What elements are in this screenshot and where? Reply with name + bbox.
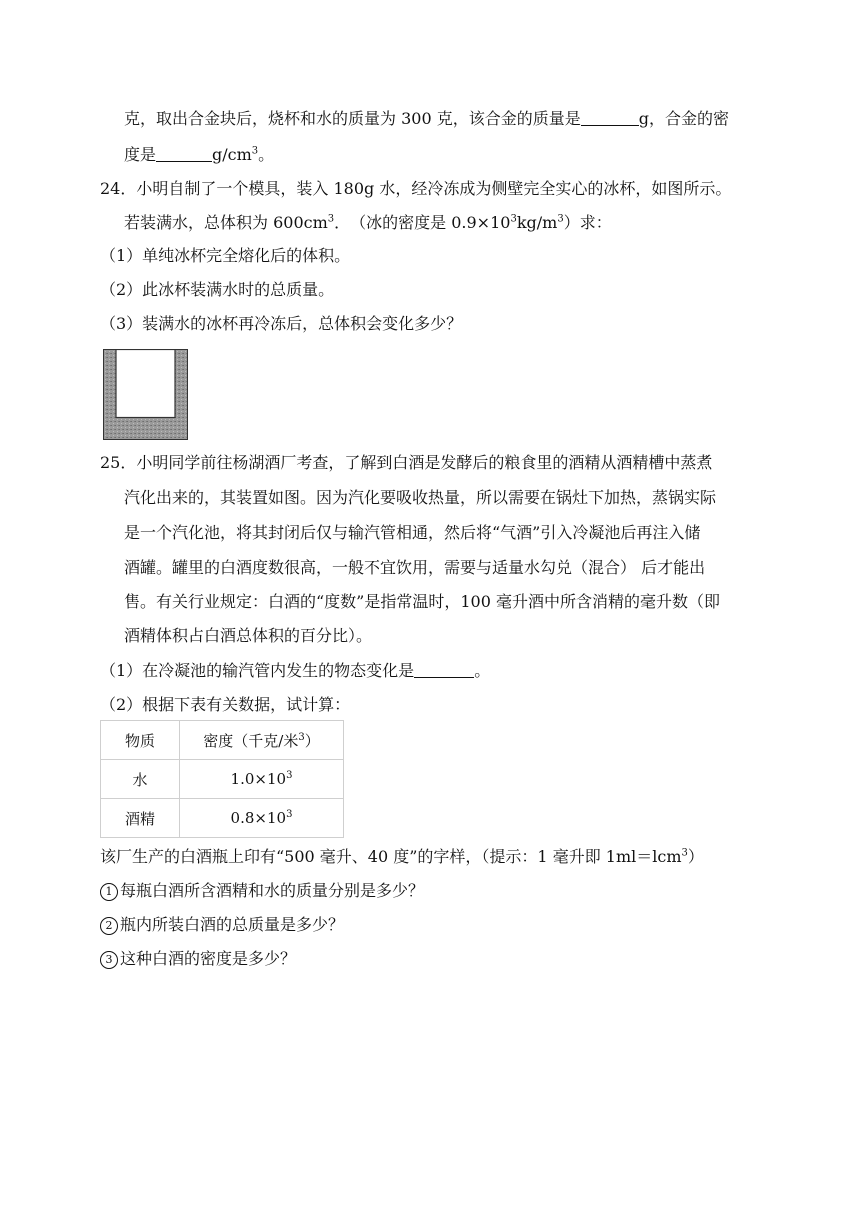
q23-line-2 xyxy=(124,143,274,167)
ice-cup-figure xyxy=(103,349,188,440)
superscript: 3 xyxy=(286,809,293,820)
q25-line-6: 酒精体积占白酒总体积的百分比）。 xyxy=(124,626,373,645)
q25-line-5: 售。有关行业规定：白酒的“度数”是指常温时，100 毫升酒中所含消精的毫升数（即 xyxy=(124,592,720,611)
answer-blank-state-change[interactable] xyxy=(414,661,474,678)
q24-sub-1: （1）单纯冰杯完全熔化后的体积。 xyxy=(100,246,351,265)
q23-line-1 xyxy=(124,107,729,131)
q25-text: （1）在冷凝池的输汽管内发生的物态变化是 xyxy=(100,661,415,680)
q24-text: 小明自制了一个模具，装入 180g 水，经冷冻成为侧壁完全实心的冰杯，如图所示。 xyxy=(136,179,732,198)
question-number: 24． xyxy=(100,179,137,198)
q25-line-4: 酒罐。罐里的白酒度数很高，一般不宜饮用，需要与适量水勾兑（混合） 后才能出 xyxy=(124,558,706,577)
superscript: 3 xyxy=(510,213,517,225)
q24-sub-3: （3）装满水的冰杯再冷冻后，总体积会变化多少？ xyxy=(100,314,463,333)
q24-text: ． （冰的密度是 0.9×10 xyxy=(334,213,511,232)
answer-blank-density[interactable] xyxy=(156,145,212,162)
density-value: 1.0×10 xyxy=(230,770,287,788)
q24-text: ）求： xyxy=(563,213,612,232)
q24-unit: kg/m xyxy=(516,213,558,232)
circled-number-3: 3 xyxy=(100,951,118,969)
table-header-row xyxy=(101,721,344,760)
table-header-cell xyxy=(180,721,344,760)
circled-number-1: 1 xyxy=(100,883,118,901)
density-value: 0.8×10 xyxy=(230,809,287,827)
superscript: 3 xyxy=(557,213,564,225)
q25-sub-1 xyxy=(100,659,490,683)
q25-item-2 xyxy=(100,913,344,937)
header-text: ） xyxy=(304,731,320,750)
q25-item-text: 每瓶白酒所含酒精和水的质量分别是多少？ xyxy=(120,881,425,900)
q25-text: ） xyxy=(687,847,704,866)
superscript: 3 xyxy=(298,731,305,743)
table-row xyxy=(101,760,344,799)
question-number: 25． xyxy=(100,453,137,472)
q25-text: 该厂生产的白酒瓶上印有“500 毫升、40 度”的字样，（提示：1 毫升即 1ml＝lcm xyxy=(100,847,682,866)
q23-text: 克，取出合金块后，烧杯和水的质量为 300 克，该合金的质量是 xyxy=(124,109,581,128)
q25-sub-2: （2）根据下表有关数据，试计算： xyxy=(100,695,351,714)
header-text: 密度（千克/米 xyxy=(203,731,299,750)
q25-line-1 xyxy=(100,451,712,475)
q25-item-text: 这种白酒的密度是多少？ xyxy=(120,949,297,968)
q24-sub-2: （2）此冰杯装满水时的总质量。 xyxy=(100,280,335,299)
q23-unit: g/cm xyxy=(212,145,252,164)
q24-text: 若装满水，总体积为 600cm xyxy=(124,213,328,232)
table-cell-density xyxy=(180,760,344,799)
q25-text: 。 xyxy=(474,661,491,680)
superscript: 3 xyxy=(286,770,293,781)
superscript: 3 xyxy=(681,847,688,859)
superscript: 3 xyxy=(251,145,259,157)
superscript: 3 xyxy=(327,213,335,225)
q25-text: 小明同学前往杨湖酒厂考查，了解到白酒是发酵后的粮食里的酒精从酒精槽中蒸煮 xyxy=(136,453,713,472)
q25-item-1 xyxy=(100,879,424,903)
q23-text: g，合金的密 xyxy=(638,109,729,128)
table-header-cell: 物质 xyxy=(101,721,180,760)
q25-line-3: 是一个汽化池，将其封闭后仅与输汽管相通，然后将“气酒”引入冷凝池后再注入储 xyxy=(124,523,701,542)
q25-line-2: 汽化出来的，其装置如图。因为汽化要吸收热量，所以需要在锅灶下加热，蒸锅实际 xyxy=(124,488,717,507)
table-cell-substance: 酒精 xyxy=(101,799,180,838)
table-row xyxy=(101,799,344,838)
q23-text: 。 xyxy=(258,145,275,164)
circled-number-2: 2 xyxy=(100,917,118,935)
q25-item-text: 瓶内所装白酒的总质量是多少？ xyxy=(120,915,345,934)
table-cell-substance: 水 xyxy=(101,760,180,799)
answer-blank-mass[interactable] xyxy=(581,109,639,126)
q23-text: 度是 xyxy=(124,145,157,164)
q25-item-3 xyxy=(100,947,296,971)
density-table xyxy=(100,720,344,838)
q24-line-1 xyxy=(100,177,731,201)
table-cell-density xyxy=(180,799,344,838)
q25-note xyxy=(100,845,704,869)
q24-line-2 xyxy=(124,211,612,235)
